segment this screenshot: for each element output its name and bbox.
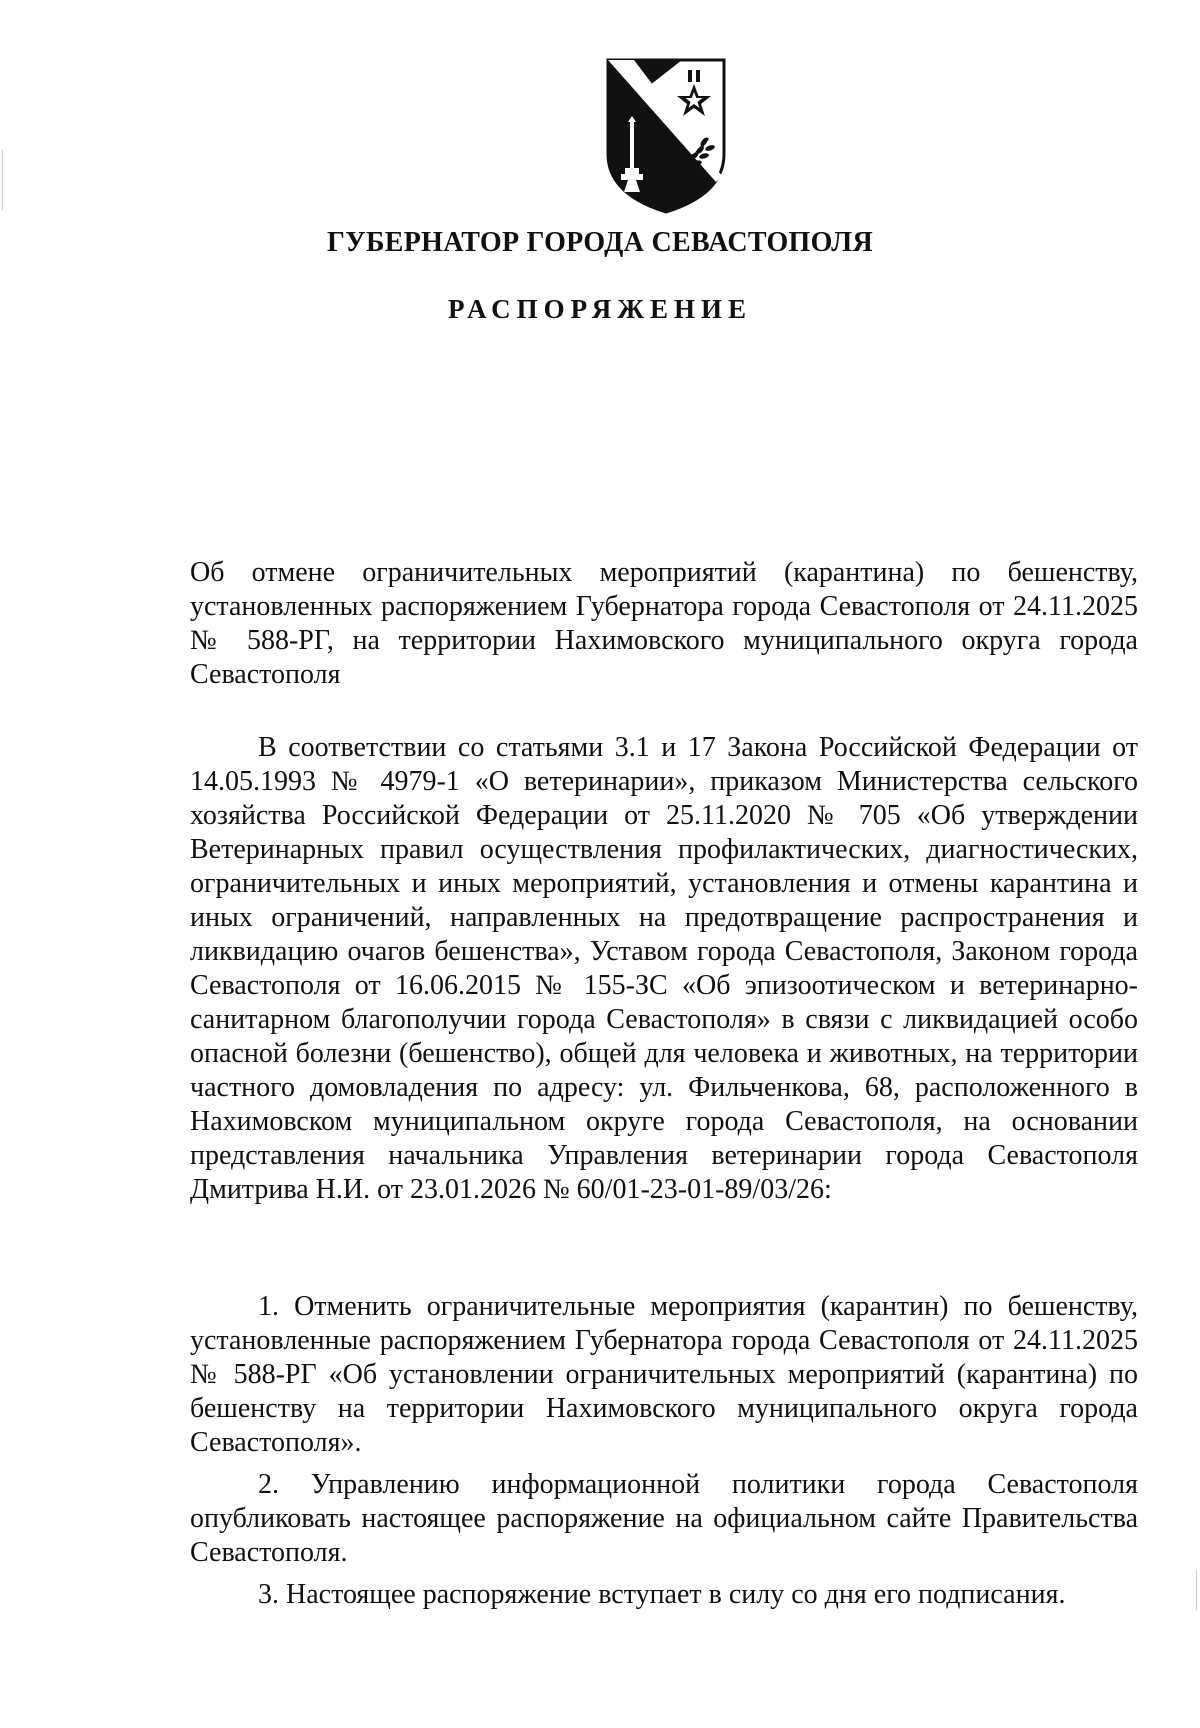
order-items <box>190 1290 1138 1612</box>
document-subject: Об отмене ограничительных мероприятий (карантина) по бешенству, установленных распоряжением Губернатора города Севастополя от 24.11.2025 № 588-РГ, на территории Нахимовского муниципального округа города Севастополя <box>190 557 1138 690</box>
order-item-1: 1. Отменить ограничительные мероприятия (карантин) по бешенству, установленные распоряжением Губернатора города Севастополя от 24.11.2025 № 588-РГ «Об установлении ограничительных мероприятий (карантина) по бешенству на территории Нахимовского муниципального округа города Севастополя». <box>190 1291 1138 1458</box>
order-item-3: 3. Настоящее распоряжение вступает в силу со дня его подписания. <box>258 1579 1066 1610</box>
issuer-title: ГУБЕРНАТОР ГОРОДА СЕВАСТОПОЛЯ <box>327 227 873 258</box>
sevastopol-coat-of-arms-icon <box>604 58 728 214</box>
scan-edge-right <box>1196 1570 1197 1610</box>
scan-edge-left <box>2 150 3 210</box>
document-type-title: РАСПОРЯЖЕНИЕ <box>447 294 753 324</box>
document-preamble: В соответствии со статьями 3.1 и 17 Закона Российской Федерации от 14.05.1993 № 4979-1 «О ветеринарии», приказом Министерства сельского хозяйства Российской Федерации от 25.11.2020 № 705 «Об утверждении Ветеринарных правил осуществления профилактических, диагностических, ограничительных и иных мероприятий, установления и отмены карантина и иных ограничений, направленных на предотвращение распространения и ликвидацию очагов бешенства», Уставом города Севастополя, Законом города Севастополя от 16.06.2015 № 155-ЗС «Об эпизоотическом и ветеринарно-санитарном благополучии города Севастополя» в связи с ликвидацией особо опасной болезни (бешенство), общей для человека и животных, на территории частного домовладения по адресу: ул. Фильченкова, 68, расположенного в Нахимовском муниципальном округе города Севастополя, на основании представления начальника Управления ветеринарии города Севастополя Дмитрива Н.И. от 23.01.2026 № 60/01-23-01-89/03/26: <box>190 732 1138 1205</box>
order-item-2: 2. Управлению информационной политики города Севастополя опубликовать настоящее распоряжение на официальном сайте Правительства Севастополя. <box>190 1469 1138 1568</box>
